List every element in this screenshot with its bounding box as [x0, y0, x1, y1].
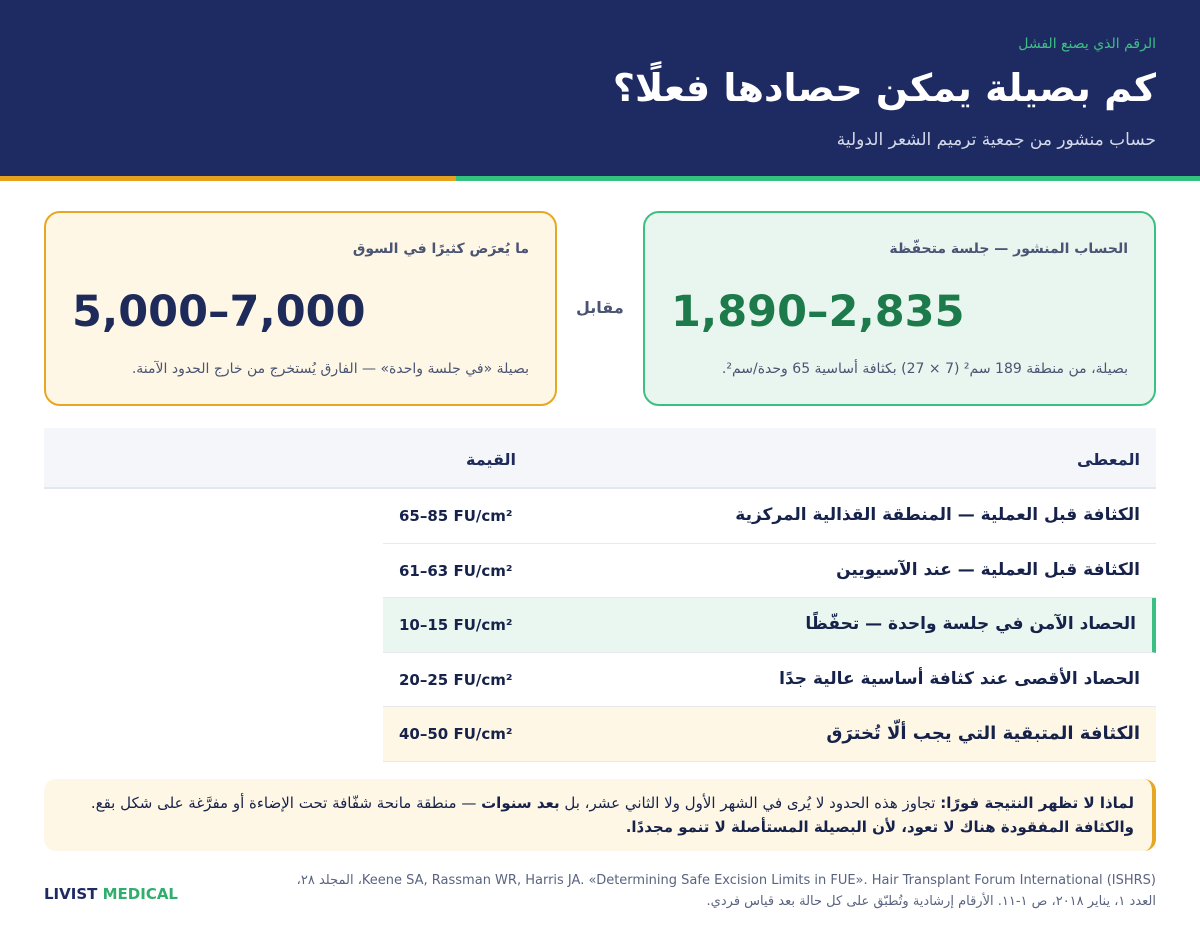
row-key: الحصاد الآمن في جلسة واحدة — تحفّظًا — [805, 614, 1136, 635]
callout-emphasis-1: بعد سنوات — [481, 794, 560, 812]
data-table — [44, 428, 1156, 762]
explanation-callout — [44, 779, 1156, 851]
row-key: الكثافة قبل العملية — عند الآسيويين — [836, 559, 1140, 580]
market-card-value: 5,000–7,000 — [72, 287, 366, 337]
market-card-label: ما يُعرَض كثيرًا في السوق — [352, 241, 529, 257]
table-row-safe-harvest — [383, 598, 1156, 653]
brand-logo — [44, 885, 178, 903]
table-row-residual-limit — [383, 707, 1156, 762]
brand-name-part-2: MEDICAL — [102, 885, 178, 903]
accent-stripe-green — [456, 176, 1200, 181]
callout-text-1: تجاوز هذه الحدود لا يُرى في الشهر الأول ولا الثاني عشر، بل — [559, 794, 941, 812]
callout-lead: لماذا لا تظهر النتيجة فورًا: — [940, 794, 1134, 812]
row-key: الكثافة قبل العملية — المنطقة القذالية المركزية — [735, 505, 1140, 525]
table-row — [383, 544, 1156, 599]
accent-stripe-gold — [0, 176, 456, 181]
row-value: 61–63 FU/cm² — [399, 561, 513, 580]
brand-name-part-1: LIVIST — [44, 885, 98, 903]
table-row — [383, 653, 1156, 708]
table-row — [383, 489, 1156, 544]
page-subtitle: حساب منشور من جمعية ترميم الشعر الدولية — [836, 130, 1156, 150]
table-header — [44, 428, 1156, 489]
published-card-value: 1,890–2,835 — [671, 287, 965, 337]
row-key: الكثافة المتبقية التي يجب ألّا تُخترَق — [826, 723, 1140, 745]
row-value: 40–50 FU/cm² — [399, 725, 513, 744]
row-value: 20–25 FU/cm² — [399, 670, 513, 689]
source-citation: Keene SA, Rassman WR, Harris JA. «Determining Safe Excision Limits in FUE». Hair Transplant Forum International (ISHRS)، المجلد ٢٨، العدد ١، يناير ٢٠١٨، ص ١-١١. الأرقام إرشادية وتُطبّق على كل حالة بعد قياس فردي. — [296, 873, 1156, 909]
market-card-note: بصيلة «في جلسة واحدة» — الفارق يُستخرج من خارج الحدود الآمنة. — [131, 361, 529, 377]
market-claim-card — [44, 211, 557, 406]
row-key: الحصاد الأقصى عند كثافة أساسية عالية جدًا — [779, 668, 1140, 689]
callout-text-2: — منطقة مانحة شفّافة تحت الإضاءة أو مفرَّغة على شكل بقع. — [90, 794, 482, 812]
versus-label: مقابل — [576, 298, 624, 317]
published-card-note: بصيلة، من منطقة 189 سم² (7 × 27) بكثافة أساسية 65 وحدة/سم². — [721, 361, 1128, 377]
row-value: 10–15 FU/cm² — [399, 616, 513, 635]
published-card-label: الحساب المنشور — جلسة متحفّظة — [889, 241, 1128, 257]
callout-emphasis-2: والكثافة المفقودة هناك لا تعود، لأن البصيلة المستأصلة لا تنمو مجددًا. — [625, 818, 1134, 836]
column-header-value: القيمة — [466, 450, 516, 469]
page-title: كم بصيلة يمكن حصادها فعلًا؟ — [612, 66, 1156, 110]
header-eyebrow: الرقم الذي يصنع الفشل — [1018, 36, 1156, 52]
header-banner — [0, 0, 1200, 176]
row-value: 65–85 FU/cm² — [399, 507, 513, 525]
published-estimate-card — [643, 211, 1156, 406]
column-header-key: المعطى — [1076, 450, 1140, 469]
